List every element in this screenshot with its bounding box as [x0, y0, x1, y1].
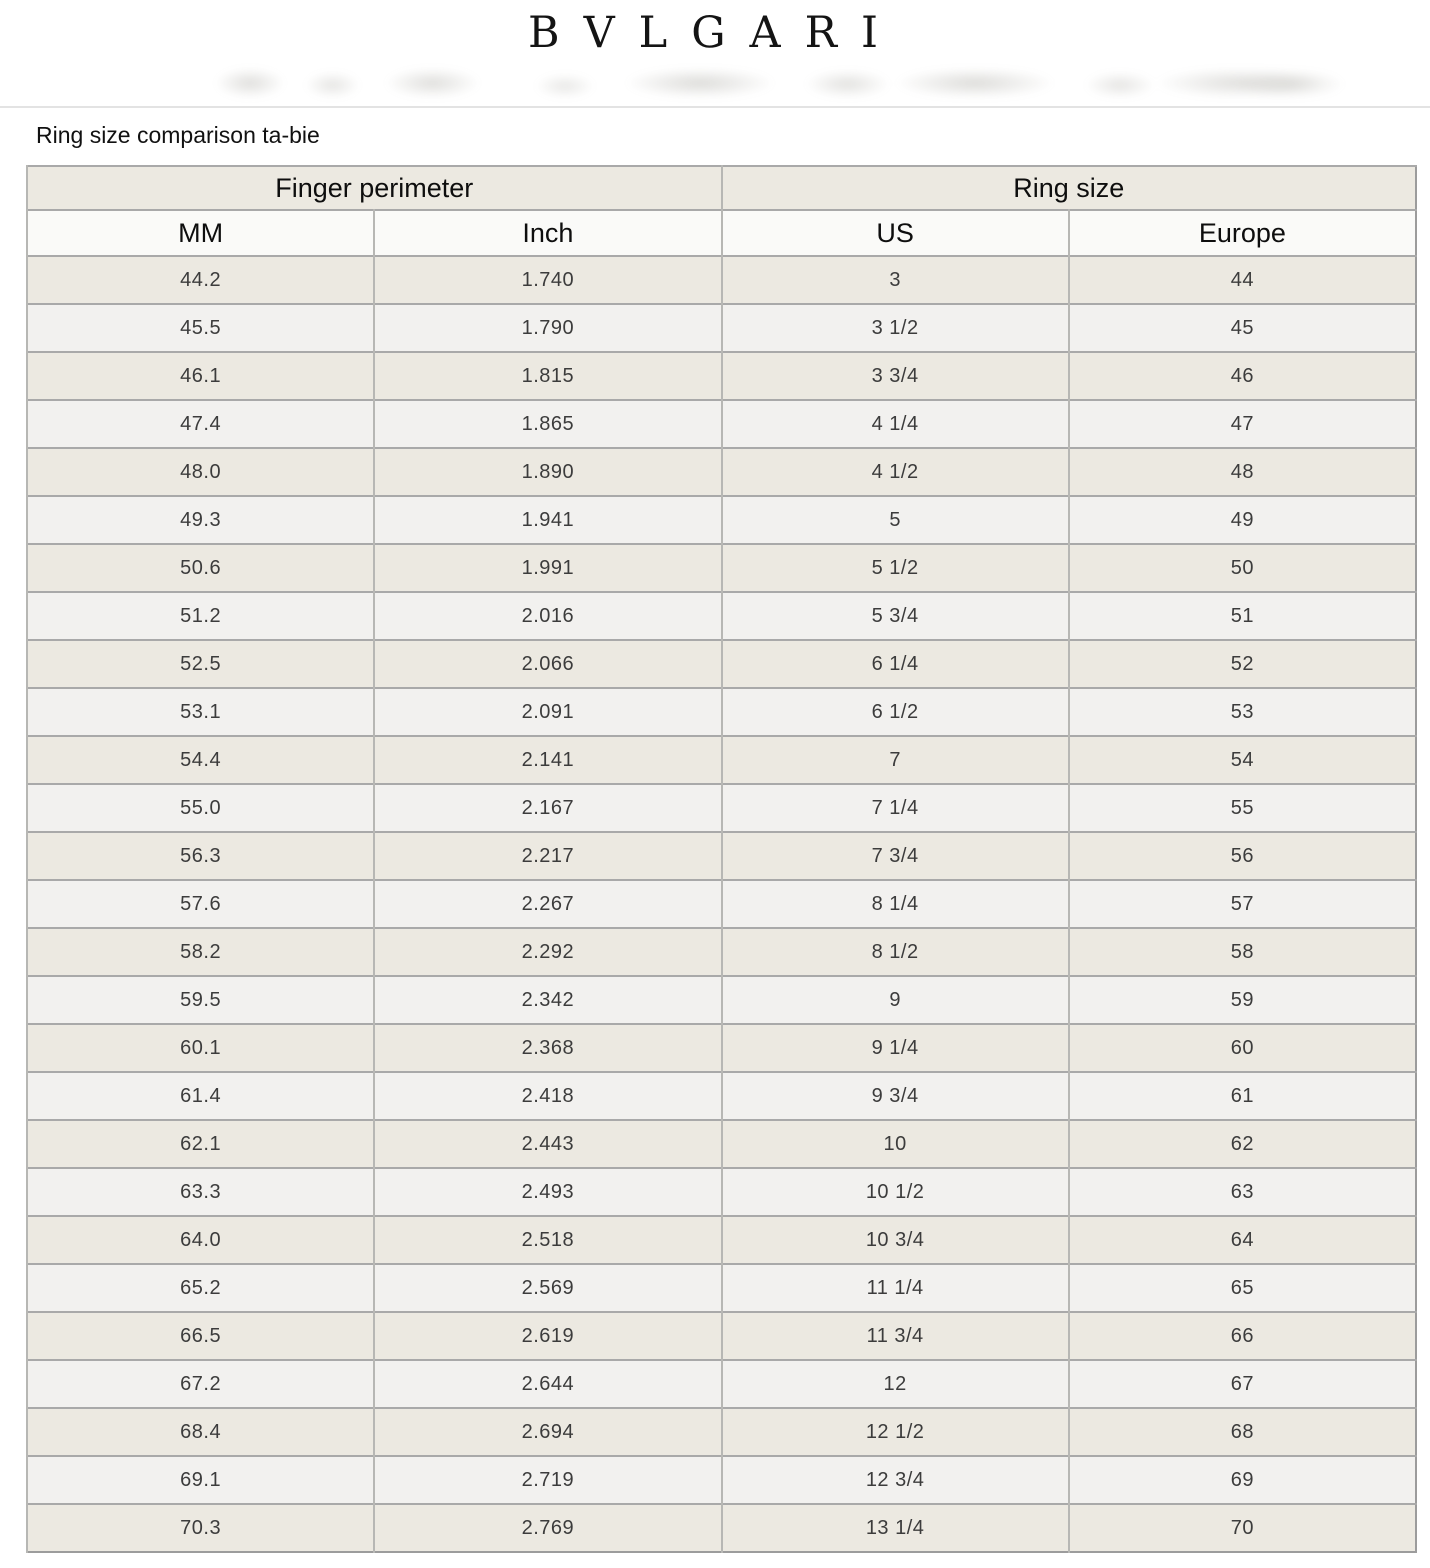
table-row [27, 304, 1416, 352]
cell-inch: 2.769 [374, 1504, 721, 1552]
column-header-row [27, 210, 1416, 256]
cell-us: 8 1/2 [722, 928, 1069, 976]
cell-mm: 59.5 [27, 976, 374, 1024]
cell-mm: 69.1 [27, 1456, 374, 1504]
cell-us: 9 [722, 976, 1069, 1024]
cell-europe: 52 [1069, 640, 1416, 688]
cell-inch: 2.694 [374, 1408, 721, 1456]
cell-inch: 1.941 [374, 496, 721, 544]
table-row [27, 400, 1416, 448]
cell-inch: 2.091 [374, 688, 721, 736]
column-header-mm: MM [27, 210, 374, 256]
group-header-ring-size: Ring size [722, 166, 1417, 210]
cell-mm: 64.0 [27, 1216, 374, 1264]
cell-europe: 70 [1069, 1504, 1416, 1552]
cell-europe: 44 [1069, 256, 1416, 304]
cell-inch: 1.890 [374, 448, 721, 496]
cell-europe: 69 [1069, 1456, 1416, 1504]
cell-mm: 63.3 [27, 1168, 374, 1216]
table-row [27, 688, 1416, 736]
cell-europe: 55 [1069, 784, 1416, 832]
cell-mm: 55.0 [27, 784, 374, 832]
cell-europe: 63 [1069, 1168, 1416, 1216]
cell-us: 7 1/4 [722, 784, 1069, 832]
cell-us: 10 3/4 [722, 1216, 1069, 1264]
cell-europe: 50 [1069, 544, 1416, 592]
cell-europe: 68 [1069, 1408, 1416, 1456]
cell-europe: 67 [1069, 1360, 1416, 1408]
table-row [27, 928, 1416, 976]
cell-us: 3 [722, 256, 1069, 304]
cell-inch: 2.167 [374, 784, 721, 832]
cell-inch: 1.865 [374, 400, 721, 448]
cell-inch: 1.815 [374, 352, 721, 400]
brand-header [0, 0, 1430, 108]
cell-mm: 47.4 [27, 400, 374, 448]
table-head [27, 166, 1416, 256]
cell-inch: 2.719 [374, 1456, 721, 1504]
cell-inch: 2.443 [374, 1120, 721, 1168]
table-row [27, 496, 1416, 544]
cell-mm: 46.1 [27, 352, 374, 400]
cell-mm: 66.5 [27, 1312, 374, 1360]
cell-europe: 54 [1069, 736, 1416, 784]
cell-europe: 65 [1069, 1264, 1416, 1312]
cell-europe: 49 [1069, 496, 1416, 544]
table-row [27, 880, 1416, 928]
brand-logo: BVLGARI [528, 8, 902, 58]
table-body [27, 256, 1416, 1552]
cell-europe: 58 [1069, 928, 1416, 976]
page-title: Ring size comparison ta-bie [36, 122, 320, 148]
cell-mm: 61.4 [27, 1072, 374, 1120]
group-header-finger-perimeter: Finger perimeter [27, 166, 722, 210]
cell-us: 13 1/4 [722, 1504, 1069, 1552]
cell-mm: 56.3 [27, 832, 374, 880]
cell-inch: 2.418 [374, 1072, 721, 1120]
table-row [27, 256, 1416, 304]
table-row [27, 832, 1416, 880]
cell-inch: 2.518 [374, 1216, 721, 1264]
cell-mm: 57.6 [27, 880, 374, 928]
cell-us: 10 1/2 [722, 1168, 1069, 1216]
column-header-europe: Europe [1069, 210, 1416, 256]
table-row [27, 352, 1416, 400]
cell-mm: 65.2 [27, 1264, 374, 1312]
table-row [27, 1072, 1416, 1120]
cell-inch: 2.342 [374, 976, 721, 1024]
cell-mm: 48.0 [27, 448, 374, 496]
table-row [27, 784, 1416, 832]
cell-europe: 66 [1069, 1312, 1416, 1360]
cell-mm: 49.3 [27, 496, 374, 544]
cell-us: 3 3/4 [722, 352, 1069, 400]
table-row [27, 976, 1416, 1024]
cell-inch: 1.991 [374, 544, 721, 592]
cell-inch: 1.740 [374, 256, 721, 304]
cell-inch: 2.368 [374, 1024, 721, 1072]
table-row [27, 640, 1416, 688]
cell-us: 12 1/2 [722, 1408, 1069, 1456]
watermark-smudge [205, 64, 1350, 102]
table-row [27, 736, 1416, 784]
cell-us: 6 1/2 [722, 688, 1069, 736]
cell-europe: 47 [1069, 400, 1416, 448]
column-header-us: US [722, 210, 1069, 256]
cell-us: 11 3/4 [722, 1312, 1069, 1360]
cell-inch: 1.790 [374, 304, 721, 352]
cell-us: 10 [722, 1120, 1069, 1168]
cell-us: 11 1/4 [722, 1264, 1069, 1312]
cell-us: 4 1/2 [722, 448, 1069, 496]
cell-mm: 67.2 [27, 1360, 374, 1408]
table-row [27, 592, 1416, 640]
cell-europe: 53 [1069, 688, 1416, 736]
cell-europe: 45 [1069, 304, 1416, 352]
cell-us: 9 3/4 [722, 1072, 1069, 1120]
cell-mm: 60.1 [27, 1024, 374, 1072]
table-row [27, 1360, 1416, 1408]
cell-us: 12 3/4 [722, 1456, 1069, 1504]
ring-size-table [26, 165, 1417, 1553]
cell-us: 5 [722, 496, 1069, 544]
cell-mm: 68.4 [27, 1408, 374, 1456]
cell-mm: 50.6 [27, 544, 374, 592]
cell-inch: 2.141 [374, 736, 721, 784]
cell-europe: 59 [1069, 976, 1416, 1024]
cell-mm: 44.2 [27, 256, 374, 304]
cell-mm: 70.3 [27, 1504, 374, 1552]
cell-inch: 2.292 [374, 928, 721, 976]
cell-mm: 51.2 [27, 592, 374, 640]
cell-us: 5 1/2 [722, 544, 1069, 592]
table-row [27, 1312, 1416, 1360]
cell-us: 7 [722, 736, 1069, 784]
cell-europe: 62 [1069, 1120, 1416, 1168]
cell-mm: 45.5 [27, 304, 374, 352]
cell-inch: 2.016 [374, 592, 721, 640]
cell-europe: 60 [1069, 1024, 1416, 1072]
cell-us: 8 1/4 [722, 880, 1069, 928]
table-row [27, 1216, 1416, 1264]
cell-mm: 58.2 [27, 928, 374, 976]
cell-mm: 54.4 [27, 736, 374, 784]
table-row [27, 544, 1416, 592]
cell-us: 7 3/4 [722, 832, 1069, 880]
column-header-inch: Inch [374, 210, 721, 256]
table-row [27, 1504, 1416, 1552]
group-header-row [27, 166, 1416, 210]
table-row [27, 448, 1416, 496]
cell-inch: 2.267 [374, 880, 721, 928]
cell-us: 4 1/4 [722, 400, 1069, 448]
cell-europe: 64 [1069, 1216, 1416, 1264]
cell-mm: 62.1 [27, 1120, 374, 1168]
cell-mm: 52.5 [27, 640, 374, 688]
cell-inch: 2.493 [374, 1168, 721, 1216]
table-row [27, 1408, 1416, 1456]
cell-inch: 2.569 [374, 1264, 721, 1312]
table-row [27, 1456, 1416, 1504]
table-row [27, 1168, 1416, 1216]
cell-europe: 46 [1069, 352, 1416, 400]
cell-europe: 61 [1069, 1072, 1416, 1120]
cell-europe: 56 [1069, 832, 1416, 880]
cell-us: 5 3/4 [722, 592, 1069, 640]
cell-us: 3 1/2 [722, 304, 1069, 352]
cell-europe: 57 [1069, 880, 1416, 928]
cell-europe: 51 [1069, 592, 1416, 640]
cell-inch: 2.066 [374, 640, 721, 688]
cell-inch: 2.644 [374, 1360, 721, 1408]
cell-europe: 48 [1069, 448, 1416, 496]
cell-us: 9 1/4 [722, 1024, 1069, 1072]
cell-inch: 2.619 [374, 1312, 721, 1360]
table-row [27, 1120, 1416, 1168]
table-row [27, 1024, 1416, 1072]
cell-mm: 53.1 [27, 688, 374, 736]
cell-inch: 2.217 [374, 832, 721, 880]
cell-us: 12 [722, 1360, 1069, 1408]
table-row [27, 1264, 1416, 1312]
cell-us: 6 1/4 [722, 640, 1069, 688]
